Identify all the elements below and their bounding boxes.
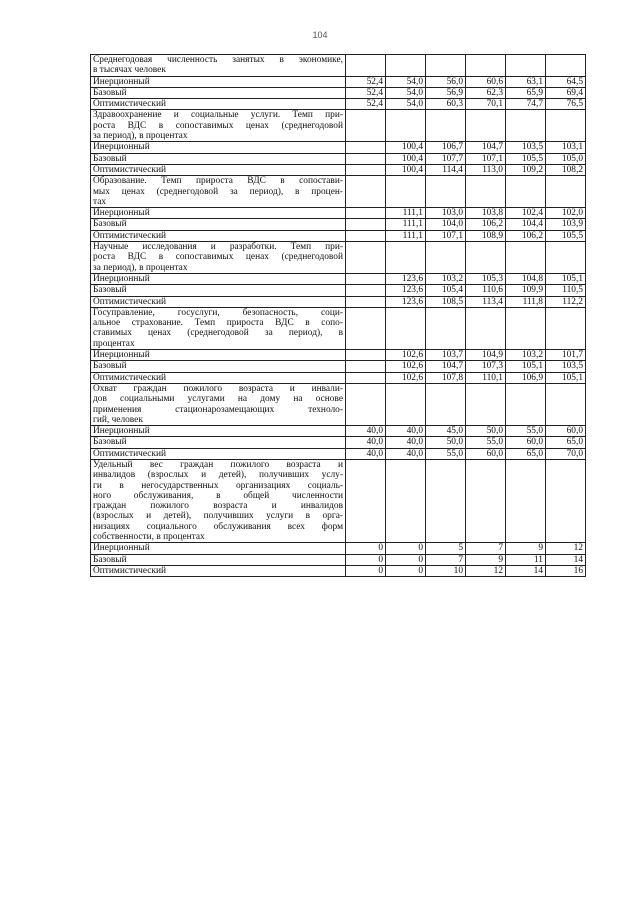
scenario-label: Инерционный bbox=[91, 350, 346, 361]
value-cell: 70,1 bbox=[466, 99, 506, 110]
table-row bbox=[91, 208, 586, 219]
value-cell: 106,9 bbox=[506, 372, 546, 383]
value-cell: 107,1 bbox=[466, 153, 506, 164]
section-title-line: граждан пожилого возраста и инвалидов bbox=[93, 501, 343, 512]
scenario-label: Базовый bbox=[91, 153, 346, 164]
section-title-line: применения стационарозамещающих техноло- bbox=[93, 404, 343, 415]
scenario-label: Оптимистический bbox=[91, 565, 346, 576]
section-title-line: мых ценах (среднегодовой за период), в процен- bbox=[93, 186, 343, 197]
value-cell bbox=[346, 273, 386, 284]
value-cell: 14 bbox=[546, 554, 586, 565]
section-title-line: гий, человек bbox=[93, 414, 143, 425]
empty-cell bbox=[466, 110, 506, 142]
empty-cell bbox=[466, 307, 506, 349]
value-cell: 0 bbox=[386, 565, 426, 576]
empty-cell bbox=[426, 110, 466, 142]
value-cell: 107,7 bbox=[426, 153, 466, 164]
value-cell: 103,8 bbox=[466, 208, 506, 219]
empty-cell bbox=[386, 55, 426, 77]
value-cell: 5 bbox=[426, 543, 466, 554]
value-cell: 76,5 bbox=[546, 99, 586, 110]
empty-cell bbox=[346, 55, 386, 77]
value-cell: 123,6 bbox=[386, 273, 426, 284]
empty-cell bbox=[546, 383, 586, 425]
scenario-label: Инерционный bbox=[91, 273, 346, 284]
empty-cell bbox=[506, 307, 546, 349]
value-cell: 106,2 bbox=[466, 219, 506, 230]
empty-cell bbox=[466, 242, 506, 274]
empty-cell bbox=[506, 459, 546, 542]
table-row bbox=[91, 554, 586, 565]
empty-cell bbox=[546, 459, 586, 542]
value-cell: 104,7 bbox=[466, 142, 506, 153]
value-cell: 7 bbox=[466, 543, 506, 554]
scenario-label: Оптимистический bbox=[91, 164, 346, 175]
value-cell: 40,0 bbox=[386, 426, 426, 437]
section-title-line: Охват граждан пожилого возраста и инвали- bbox=[93, 383, 343, 394]
section-title-line: ги в негосударственных организациях социаль- bbox=[93, 480, 343, 491]
empty-cell bbox=[386, 459, 426, 542]
value-cell: 105,4 bbox=[426, 285, 466, 296]
value-cell: 103,0 bbox=[426, 208, 466, 219]
value-cell: 103,7 bbox=[426, 350, 466, 361]
value-cell: 101,7 bbox=[546, 350, 586, 361]
section-title-line: низациях социального обслуживания всех форм bbox=[93, 521, 343, 532]
value-cell: 102,4 bbox=[506, 208, 546, 219]
value-cell: 62,3 bbox=[466, 87, 506, 98]
value-cell: 111,1 bbox=[386, 208, 426, 219]
empty-cell bbox=[426, 307, 466, 349]
value-cell: 55,0 bbox=[466, 437, 506, 448]
empty-cell bbox=[546, 55, 586, 77]
value-cell: 9 bbox=[466, 554, 506, 565]
page-number: 104 bbox=[312, 30, 328, 40]
scenario-label: Базовый bbox=[91, 285, 346, 296]
value-cell bbox=[346, 164, 386, 175]
section-title-line: Удельный вес граждан пожилого возраста и bbox=[93, 459, 343, 470]
empty-cell bbox=[386, 176, 426, 208]
value-cell: 105,3 bbox=[466, 273, 506, 284]
empty-cell bbox=[506, 383, 546, 425]
value-cell: 12 bbox=[546, 543, 586, 554]
table-row bbox=[91, 350, 586, 361]
value-cell: 103,5 bbox=[546, 361, 586, 372]
section-title-line: роста ВДС в сопоставимых ценах (среднегодовой bbox=[93, 252, 343, 263]
table-row bbox=[91, 142, 586, 153]
value-cell: 55,0 bbox=[506, 426, 546, 437]
value-cell: 104,4 bbox=[506, 219, 546, 230]
empty-cell bbox=[386, 242, 426, 274]
section-title-cell bbox=[91, 242, 346, 274]
value-cell: 103,2 bbox=[426, 273, 466, 284]
value-cell: 106,7 bbox=[426, 142, 466, 153]
section-title-line: в тысячах человек bbox=[93, 65, 166, 76]
value-cell: 69,4 bbox=[546, 87, 586, 98]
value-cell: 14 bbox=[506, 565, 546, 576]
scenario-label: Инерционный bbox=[91, 208, 346, 219]
value-cell: 105,5 bbox=[506, 153, 546, 164]
section-title-cell bbox=[91, 55, 346, 77]
value-cell: 123,6 bbox=[386, 296, 426, 307]
value-cell: 105,0 bbox=[546, 153, 586, 164]
table-row bbox=[91, 219, 586, 230]
section-title-cell bbox=[91, 307, 346, 349]
section-title-cell bbox=[91, 383, 346, 425]
value-cell: 109,9 bbox=[506, 285, 546, 296]
scenario-label: Базовый bbox=[91, 554, 346, 565]
value-cell: 10 bbox=[426, 565, 466, 576]
value-cell: 40,0 bbox=[386, 448, 426, 459]
value-cell: 11 bbox=[506, 554, 546, 565]
value-cell: 105,1 bbox=[546, 273, 586, 284]
value-cell: 12 bbox=[466, 565, 506, 576]
section-title-line: процентах bbox=[93, 338, 135, 349]
scenario-label: Оптимистический bbox=[91, 230, 346, 241]
empty-cell bbox=[426, 459, 466, 542]
value-cell: 108,9 bbox=[466, 230, 506, 241]
empty-cell bbox=[426, 176, 466, 208]
value-cell: 113,4 bbox=[466, 296, 506, 307]
value-cell: 60,6 bbox=[466, 76, 506, 87]
value-cell: 109,2 bbox=[506, 164, 546, 175]
section-title-line: роста ВДС в сопоставимых ценах (среднегодовой bbox=[93, 120, 343, 131]
table-row bbox=[91, 543, 586, 554]
section-header-row bbox=[91, 242, 586, 274]
empty-cell bbox=[346, 110, 386, 142]
section-title-line: инвалидов (взрослых и детей), получивших услу- bbox=[93, 470, 343, 481]
section-title-line: за период), в процентах bbox=[93, 131, 188, 142]
value-cell: 45,0 bbox=[426, 426, 466, 437]
section-title-line: ного обслуживания, в общей численности bbox=[93, 490, 343, 501]
value-cell: 108,2 bbox=[546, 164, 586, 175]
value-cell: 0 bbox=[386, 543, 426, 554]
value-cell: 100,4 bbox=[386, 164, 426, 175]
table-row bbox=[91, 565, 586, 576]
section-header-row bbox=[91, 55, 586, 77]
section-header-row bbox=[91, 176, 586, 208]
value-cell: 105,1 bbox=[506, 361, 546, 372]
value-cell bbox=[346, 153, 386, 164]
value-cell: 60,0 bbox=[506, 437, 546, 448]
value-cell: 113,0 bbox=[466, 164, 506, 175]
section-header-row bbox=[91, 110, 586, 142]
scenario-label: Инерционный bbox=[91, 76, 346, 87]
value-cell: 54,0 bbox=[386, 99, 426, 110]
value-cell: 103,1 bbox=[546, 142, 586, 153]
value-cell: 102,6 bbox=[386, 372, 426, 383]
empty-cell bbox=[346, 176, 386, 208]
value-cell: 100,4 bbox=[386, 142, 426, 153]
value-cell: 56,9 bbox=[426, 87, 466, 98]
table-row bbox=[91, 153, 586, 164]
value-cell: 0 bbox=[346, 554, 386, 565]
empty-cell bbox=[386, 110, 426, 142]
table-row bbox=[91, 448, 586, 459]
value-cell: 60,0 bbox=[546, 426, 586, 437]
scenario-label: Базовый bbox=[91, 219, 346, 230]
table-row bbox=[91, 76, 586, 87]
value-cell: 104,7 bbox=[426, 361, 466, 372]
value-cell: 52,4 bbox=[346, 87, 386, 98]
value-cell: 52,4 bbox=[346, 99, 386, 110]
value-cell: 111,8 bbox=[506, 296, 546, 307]
value-cell: 103,9 bbox=[546, 219, 586, 230]
value-cell: 55,0 bbox=[426, 448, 466, 459]
value-cell bbox=[346, 372, 386, 383]
table-row bbox=[91, 273, 586, 284]
value-cell: 114,4 bbox=[426, 164, 466, 175]
value-cell bbox=[346, 230, 386, 241]
scenario-label: Базовый bbox=[91, 437, 346, 448]
value-cell: 111,1 bbox=[386, 230, 426, 241]
value-cell: 110,5 bbox=[546, 285, 586, 296]
value-cell: 104,9 bbox=[466, 350, 506, 361]
value-cell: 60,3 bbox=[426, 99, 466, 110]
value-cell: 110,6 bbox=[466, 285, 506, 296]
section-title-line: собственности, в процентах bbox=[93, 532, 205, 543]
value-cell: 7 bbox=[426, 554, 466, 565]
scenario-label: Инерционный bbox=[91, 142, 346, 153]
section-header-row bbox=[91, 459, 586, 542]
value-cell: 40,0 bbox=[346, 437, 386, 448]
section-title-line: Образование. Темп прироста ВДС в сопостави- bbox=[93, 176, 343, 187]
empty-cell bbox=[546, 242, 586, 274]
value-cell: 104,8 bbox=[506, 273, 546, 284]
empty-cell bbox=[466, 55, 506, 77]
section-title-line: Госуправление, госуслуги, безопасность, соци- bbox=[93, 307, 343, 318]
section-title-cell bbox=[91, 176, 346, 208]
value-cell bbox=[346, 350, 386, 361]
table-row bbox=[91, 361, 586, 372]
value-cell: 111,1 bbox=[386, 219, 426, 230]
empty-cell bbox=[546, 176, 586, 208]
empty-cell bbox=[426, 383, 466, 425]
empty-cell bbox=[346, 307, 386, 349]
section-title-line: Научные исследования и разработки. Темп при- bbox=[93, 242, 343, 253]
value-cell: 52,4 bbox=[346, 76, 386, 87]
value-cell: 105,1 bbox=[546, 372, 586, 383]
value-cell: 102,6 bbox=[386, 361, 426, 372]
scenario-label: Базовый bbox=[91, 87, 346, 98]
table-row bbox=[91, 372, 586, 383]
empty-cell bbox=[546, 307, 586, 349]
value-cell: 105,5 bbox=[546, 230, 586, 241]
value-cell: 50,0 bbox=[466, 426, 506, 437]
empty-cell bbox=[546, 110, 586, 142]
table-row bbox=[91, 99, 586, 110]
empty-cell bbox=[506, 242, 546, 274]
value-cell: 65,0 bbox=[546, 437, 586, 448]
section-title-line: ставимых ценах (среднегодовой за период), в bbox=[93, 328, 343, 339]
value-cell: 65,9 bbox=[506, 87, 546, 98]
value-cell: 54,0 bbox=[386, 76, 426, 87]
value-cell: 103,2 bbox=[506, 350, 546, 361]
value-cell: 0 bbox=[346, 565, 386, 576]
section-title-line: Здравоохранение и социальные услуги. Темп при- bbox=[93, 110, 343, 121]
table-row bbox=[91, 230, 586, 241]
value-cell: 56,0 bbox=[426, 76, 466, 87]
value-cell: 40,0 bbox=[346, 426, 386, 437]
value-cell bbox=[346, 142, 386, 153]
empty-cell bbox=[386, 383, 426, 425]
scenario-label: Оптимистический bbox=[91, 296, 346, 307]
value-cell: 54,0 bbox=[386, 87, 426, 98]
section-title-line: за период), в процентах bbox=[93, 262, 188, 273]
value-cell: 40,0 bbox=[386, 437, 426, 448]
empty-cell bbox=[386, 307, 426, 349]
empty-cell bbox=[506, 55, 546, 77]
section-title-line: дов социальными услугами на дому на основе bbox=[93, 394, 343, 405]
value-cell: 110,1 bbox=[466, 372, 506, 383]
value-cell: 102,6 bbox=[386, 350, 426, 361]
section-header-row bbox=[91, 383, 586, 425]
indicators-table bbox=[90, 54, 586, 577]
value-cell: 0 bbox=[386, 554, 426, 565]
value-cell bbox=[346, 208, 386, 219]
empty-cell bbox=[506, 176, 546, 208]
table-row bbox=[91, 437, 586, 448]
value-cell bbox=[346, 296, 386, 307]
value-cell bbox=[346, 285, 386, 296]
value-cell: 106,2 bbox=[506, 230, 546, 241]
table-row bbox=[91, 296, 586, 307]
value-cell: 9 bbox=[506, 543, 546, 554]
value-cell: 64,5 bbox=[546, 76, 586, 87]
value-cell: 74,7 bbox=[506, 99, 546, 110]
value-cell: 16 bbox=[546, 565, 586, 576]
section-header-row bbox=[91, 307, 586, 349]
scenario-label: Оптимистический bbox=[91, 372, 346, 383]
value-cell: 65,0 bbox=[506, 448, 546, 459]
empty-cell bbox=[426, 242, 466, 274]
scenario-label: Инерционный bbox=[91, 426, 346, 437]
section-title-line: (взрослых и детей), получивших услуги в орга- bbox=[93, 511, 343, 522]
value-cell: 107,1 bbox=[426, 230, 466, 241]
scenario-label: Оптимистический bbox=[91, 99, 346, 110]
table-row bbox=[91, 285, 586, 296]
value-cell bbox=[346, 219, 386, 230]
value-cell: 63,1 bbox=[506, 76, 546, 87]
table-row bbox=[91, 87, 586, 98]
table-row bbox=[91, 426, 586, 437]
empty-cell bbox=[346, 459, 386, 542]
value-cell: 107,8 bbox=[426, 372, 466, 383]
empty-cell bbox=[346, 242, 386, 274]
value-cell: 70,0 bbox=[546, 448, 586, 459]
empty-cell bbox=[466, 383, 506, 425]
value-cell bbox=[346, 361, 386, 372]
value-cell: 60,0 bbox=[466, 448, 506, 459]
empty-cell bbox=[466, 459, 506, 542]
value-cell: 0 bbox=[346, 543, 386, 554]
value-cell: 123,6 bbox=[386, 285, 426, 296]
scenario-label: Инерционный bbox=[91, 543, 346, 554]
section-title-line: тах bbox=[93, 196, 107, 207]
section-title-cell bbox=[91, 459, 346, 542]
value-cell: 108,5 bbox=[426, 296, 466, 307]
scenario-label: Оптимистический bbox=[91, 448, 346, 459]
empty-cell bbox=[466, 176, 506, 208]
value-cell: 104,0 bbox=[426, 219, 466, 230]
section-title-cell bbox=[91, 110, 346, 142]
empty-cell bbox=[426, 55, 466, 77]
value-cell: 103,5 bbox=[506, 142, 546, 153]
value-cell: 112,2 bbox=[546, 296, 586, 307]
value-cell: 100,4 bbox=[386, 153, 426, 164]
value-cell: 102,0 bbox=[546, 208, 586, 219]
section-title-line: альное страхование. Темп прироста ВДС в сопо- bbox=[93, 318, 343, 329]
value-cell: 40,0 bbox=[346, 448, 386, 459]
empty-cell bbox=[346, 383, 386, 425]
value-cell: 50,0 bbox=[426, 437, 466, 448]
table-row bbox=[91, 164, 586, 175]
scenario-label: Базовый bbox=[91, 361, 346, 372]
section-title-line: Среднегодовая численность занятых в экономике, bbox=[93, 55, 343, 65]
value-cell: 107,3 bbox=[466, 361, 506, 372]
empty-cell bbox=[506, 110, 546, 142]
